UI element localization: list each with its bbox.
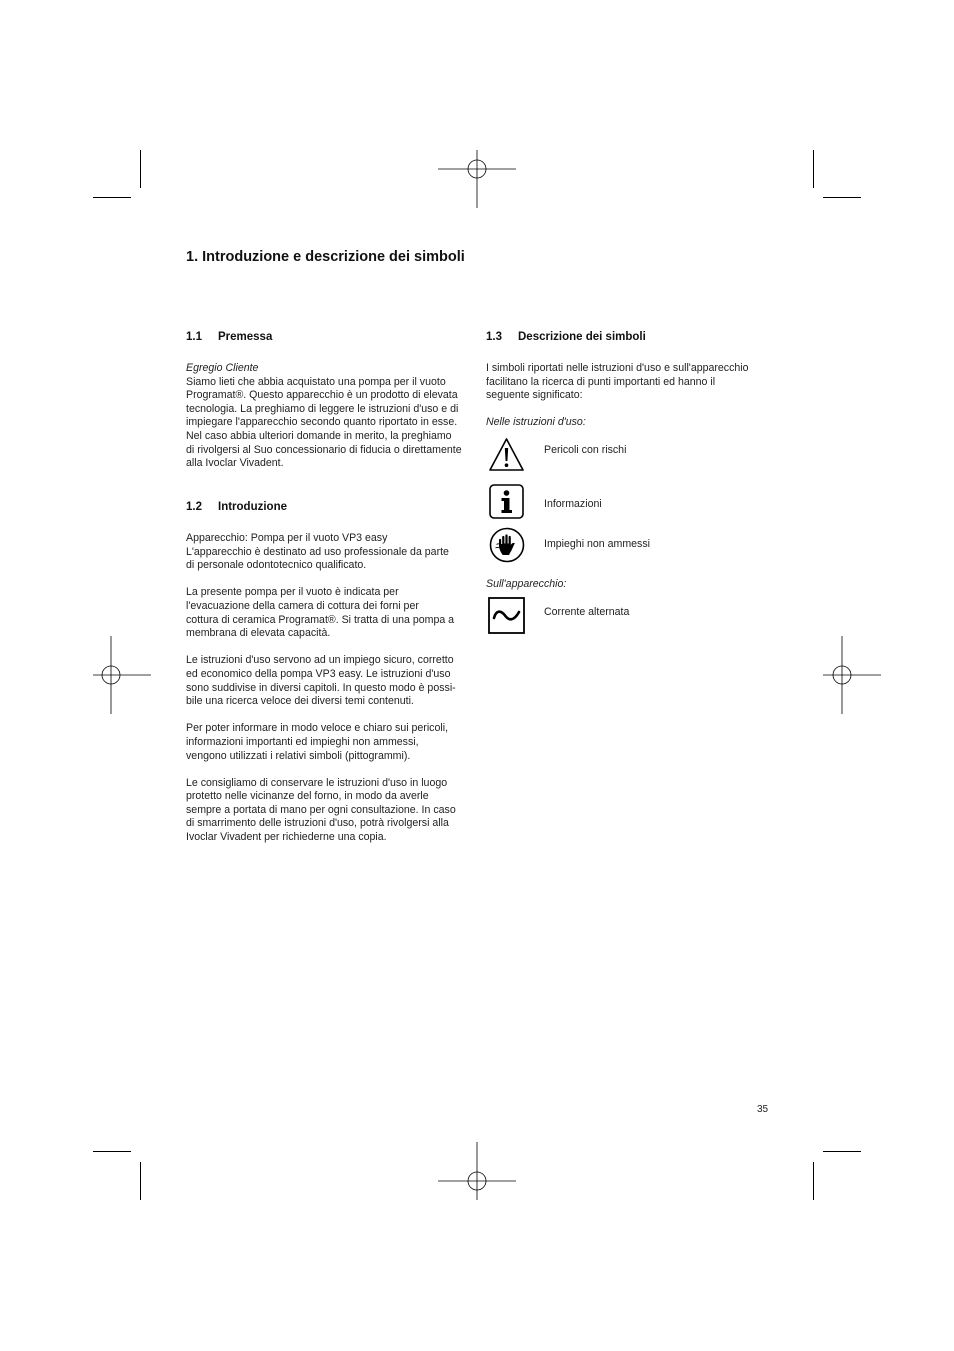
text-line: l'evacuazione della camera di cottura dei forni per [186,599,419,612]
section-heading-premessa [186,331,272,343]
device-symbols-heading: Sull'apparecchio: [486,578,567,590]
section-heading-introduzione [186,501,287,513]
registration-mark-bottom [438,1142,516,1220]
text-line: protetto nelle vicinanze del forno, in modo da averle [186,790,429,803]
text-line: La presente pompa per il vuoto è indicata per [186,586,399,599]
text-line: Apparecchio: Pompa per il vuoto VP3 easy [186,532,388,544]
text-line: vengono utilizzati i relativi simboli (pittogrammi). [186,749,411,762]
section-title: Descrizione dei simboli [518,331,646,343]
section-title: Premessa [218,331,273,343]
text-line: L'apparecchio è destinato ad uso professionale da parte [186,545,449,558]
symbol-label: Informazioni [544,498,602,510]
manual-symbols-heading: Nelle istruzioni d'uso: [486,416,586,428]
text-line: Nel caso abbia ulteriori domande in merito, la preghiamo [186,429,452,442]
simboli-intro [486,362,776,403]
text-line: Programat®. Questo apparecchio è un prodotto di elevata [186,389,458,402]
paragraph [186,654,476,708]
salutation: Egregio Cliente [186,362,259,374]
paragraph [186,777,476,845]
text-line: di smarrimento delle istruzioni d'uso, potrà rivolgersi alla [186,817,449,830]
premessa-text [186,362,476,471]
registration-mark-top [438,130,516,208]
text-line: informazioni importanti ed impieghi non ammessi, [186,735,419,748]
text-line: di personale odontotecnico qualificato. [186,559,367,572]
text-line: cottura di ceramica Programat®. Si tratta di una pompa a [186,613,455,626]
text-line: tecnologia. La preghiamo di leggere le istruzioni d'uso e di [186,402,459,415]
section-heading-simboli [486,331,646,343]
section-number: 1.3 [486,331,502,343]
symbol-label: Impieghi non ammessi [544,538,650,550]
stop-hand-icon [489,527,525,563]
text-line: seguente significato: [486,389,583,402]
text-line: alla Ivoclar Vivadent. [186,457,284,470]
text-line: Le istruzioni d'uso servono ad un impiego sicuro, corretto [186,654,454,667]
text-line: di rivolgersi al Suo concessionario di fiducia o direttamente [186,443,462,456]
registration-mark-right [803,636,881,714]
warning-triangle-icon [488,437,525,472]
text-line: ed economico della pompa VP3 easy. Le istruzioni d'uso [186,667,451,680]
alternating-current-icon [488,597,525,634]
paragraph [186,532,476,573]
introduzione-text [186,532,476,845]
page-number: 35 [757,1104,769,1115]
registration-mark-left [93,636,171,714]
text-line: Per poter informare in modo veloce e chiaro sui pericoli, [186,722,449,735]
text-line: sono suddivise in diversi capitoli. In questo modo è possi- [186,681,456,694]
symbol-label: Pericoli con rischi [544,444,627,456]
text-line: membrana di elevata capacità. [186,627,331,640]
paragraph [186,586,476,640]
page-title: 1. Introduzione e descrizione dei simboli [186,249,465,265]
text-line: Ivoclar Vivadent per richiederne una copia. [186,831,387,844]
text-line: facilitano la ricerca di punti importanti ed hanno il [486,375,716,388]
section-title: Introduzione [218,501,287,513]
section-number: 1.1 [186,331,202,343]
text-line: bile una ricerca veloce dei diversi temi contenuti. [186,695,414,708]
text-line: Le consigliamo di conservare le istruzioni d'uso in luogo [186,776,448,789]
symbol-label: Corrente alternata [544,606,630,618]
text-line: sempre a portata di mano per ogni consultazione. In caso [186,803,456,816]
text-line: I simboli riportati nelle istruzioni d'uso e sull'apparecchio [486,362,749,374]
section-number: 1.2 [186,501,202,513]
text-line: Siamo lieti che abbia acquistato una pompa per il vuoto [186,375,446,388]
text-line: impiegare l'apparecchio secondo quanto riportato in esse. [186,416,458,429]
paragraph [186,722,476,763]
info-icon [489,484,524,519]
